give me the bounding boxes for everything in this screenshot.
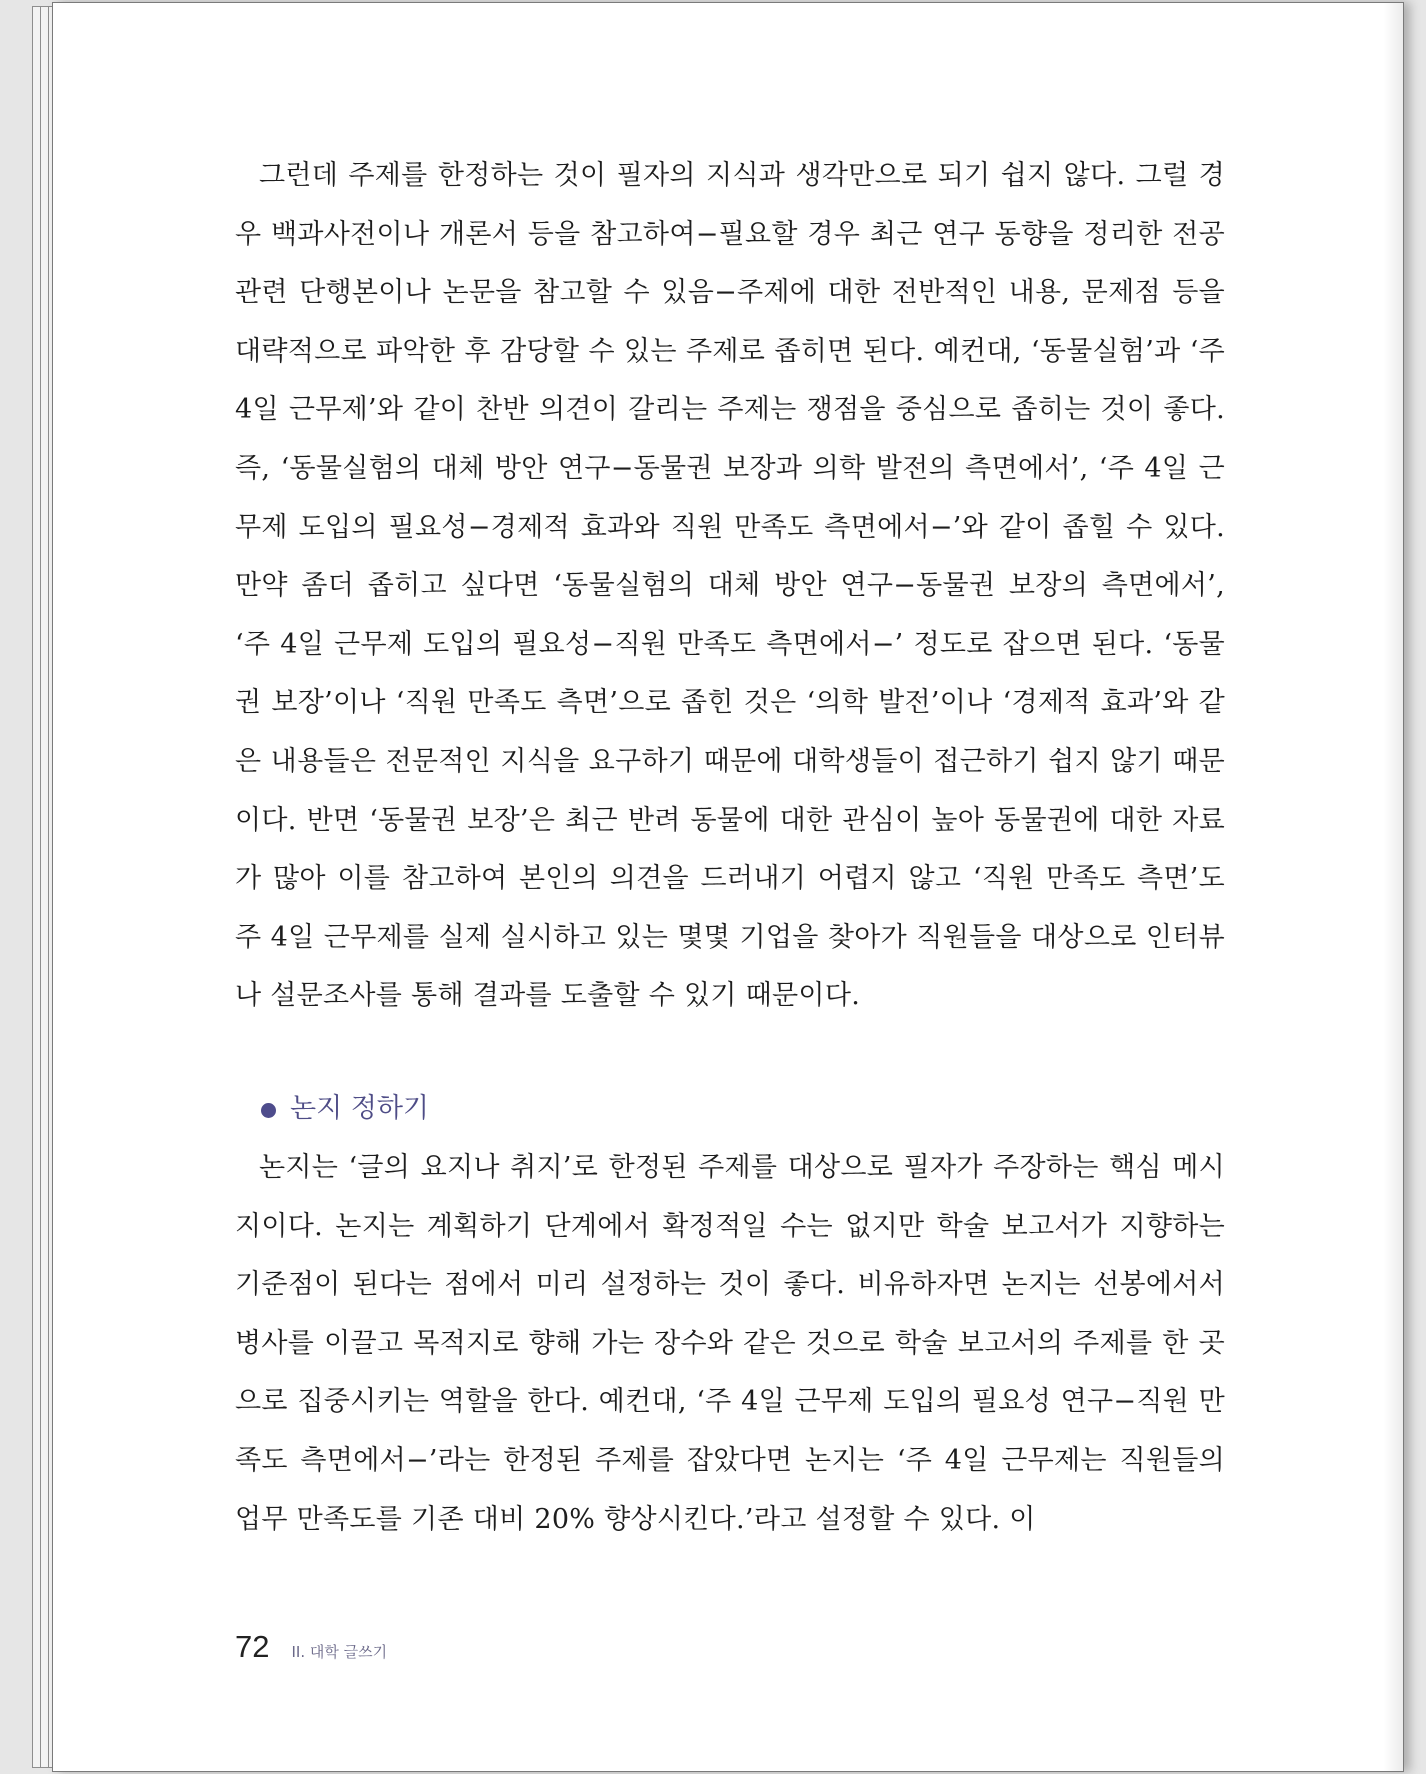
bullet-icon xyxy=(261,1103,276,1118)
section-heading xyxy=(261,1089,429,1129)
running-head: II. 대학 글쓰기 xyxy=(291,1643,388,1661)
body-paragraph: 그런데 주제를 한정하는 것이 필자의 지식과 생각만으로 되기 쉽지 않다. 그럴 경우 백과사전이나 개론서 등을 참고하여−필요할 경우 최근 연구 동향을 정리한 전공 관련 단행본이나 논문을 참고할 수 있음−주제에 대한 전반적인 내용, 문제점 등을 대략적으로 파악한 후 감당할 수 있는 주제로 좁히면 된다. 예컨대, ‘동물실험’과 ‘주 4일 근무제’와 같이 찬반 의견이 갈리는 주제는 쟁점을 중심으로 좁히는 것이 좋다. 즉, ‘동물실험의 대체 방안 연구−동물권 보장과 의학 발전의 측면에서’, ‘주 4일 근무제 도입의 필요성−경제적 효과와 직원 만족도 측면에서−’와 같이 좁힐 수 있다. 만약 좀더 좁히고 싶다면 ‘동물실험의 대체 방안 연구−동물권 보장의 측면에서’, ‘주 4일 근무제 도입의 필요성−직원 만족도 측면에서−’ 정도로 잡으면 된다. ‘동물권 보장’이나 ‘직원 만족도 측면’으로 좁힌 것은 ‘의학 발전’이나 ‘경제적 효과’와 같은 내용들은 전문적인 지식을 요구하기 때문에 대학생들이 접근하기 쉽지 않기 때문이다. 반면 ‘동물권 보장’은 최근 반려 동물에 대한 관심이 높아 동물권에 대한 자료가 많아 이를 참고하여 본인의 의견을 드러내기 어렵지 않고 ‘직원 만족도 측면’도 주 4일 근무제를 실제 실시하고 있는 몇몇 기업을 찾아가 직원들을 대상으로 인터뷰나 설문조사를 통해 결과를 도출할 수 있기 때문이다. xyxy=(235,160,1225,1012)
section-heading-label: 논지 정하기 xyxy=(290,1093,429,1124)
page-number: 72 xyxy=(235,1629,270,1664)
page-shadow xyxy=(1383,3,1403,1771)
book-page xyxy=(52,2,1404,1772)
body-paragraph: 논지는 ‘글의 요지나 취지’로 한정된 주제를 대상으로 필자가 주장하는 핵심 메시지이다. 논지는 계획하기 단계에서 확정적일 수는 없지만 학술 보고서가 지향하는 기준점이 된다는 점에서 미리 설정하는 것이 좋다. 비유하자면 논지는 선봉에서서 병사를 이끌고 목적지로 향해 가는 장수와 같은 것으로 학술 보고서의 주제를 한 곳으로 집중시키는 역할을 한다. 예컨대, ‘주 4일 근무제 도입의 필요성 연구−직원 만족도 측면에서−’라는 한정된 주제를 잡았다면 논지는 ‘주 4일 근무제는 직원들의 업무 만족도를 기존 대비 20% 향상시킨다.’라고 설정할 수 있다. 이 xyxy=(235,1152,1225,1535)
page-footer xyxy=(235,1629,387,1665)
